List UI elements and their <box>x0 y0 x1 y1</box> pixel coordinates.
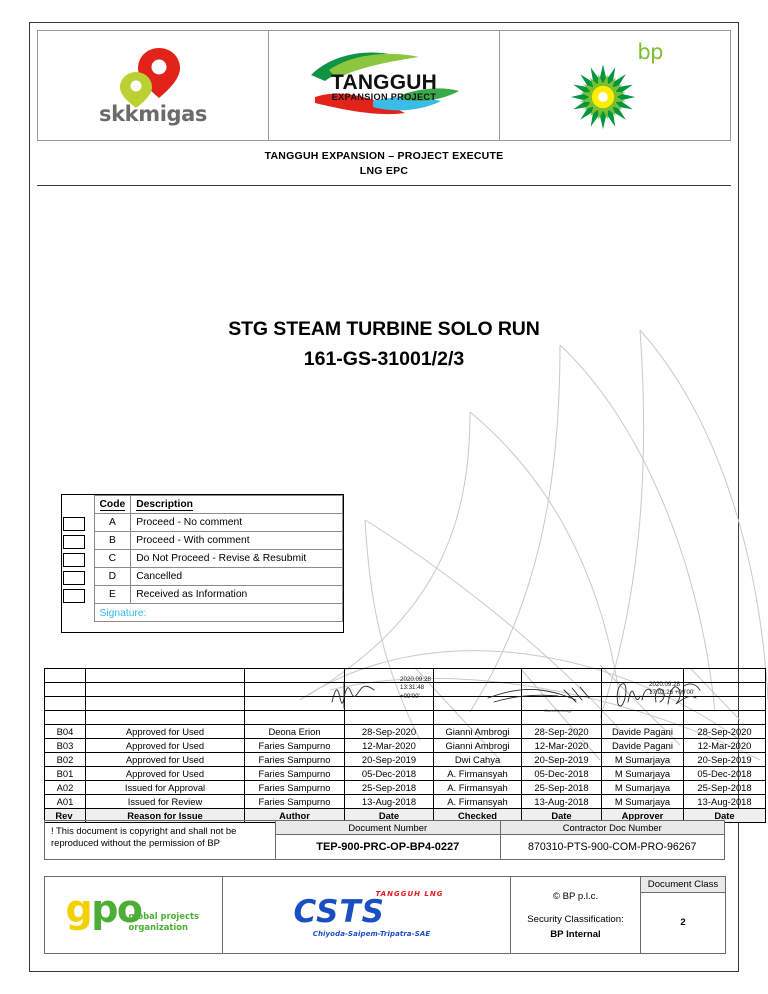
code-row-c <box>62 550 343 568</box>
tangguh-logo <box>295 43 473 129</box>
document-number-block <box>44 820 725 860</box>
header-reason: Reason for Issue <box>86 809 245 823</box>
copyright-notice: ! This document is copyright and shall not be reproduced without the permission of BP <box>45 821 276 860</box>
author-cell: Faries Sampurno <box>245 795 345 809</box>
reason-cell: Approved for Used <box>86 725 245 739</box>
signature-left-spacer <box>62 604 94 622</box>
review-code-table <box>62 495 343 622</box>
checkbox-cell-d[interactable] <box>62 568 94 586</box>
code-row-a <box>62 514 343 532</box>
table-row <box>45 753 766 767</box>
author-cell: Faries Sampurno <box>245 753 345 767</box>
header-approver: Approver <box>602 809 684 823</box>
reason-cell: Approved for Used <box>86 753 245 767</box>
gpo-logo <box>65 887 202 938</box>
checked-date-cell: 25-Sep-2018 <box>522 781 602 795</box>
code-row-d <box>62 568 343 586</box>
code-letter-e: E <box>94 586 131 604</box>
document-number-value: TEP-900-PRC-OP-BP4-0227 <box>276 835 501 860</box>
approver-signature-datestamp: 2020.09.28 17:02:26 +09'00' <box>649 681 695 697</box>
csts-consortium-label: Chiyoda-Saipem-Tripatra-SAE <box>312 930 431 938</box>
logo-cell-tangguh <box>269 31 500 140</box>
checked-date-cell: 12-Mar-2020 <box>522 739 602 753</box>
author-date-cell: 20-Sep-2019 <box>345 753 434 767</box>
checkbox-cell-a[interactable] <box>62 514 94 532</box>
gpo-letters-po: po <box>91 887 142 931</box>
document-title <box>0 318 768 371</box>
security-classification-label: Security Classification: <box>527 913 624 925</box>
checkbox-b-icon[interactable] <box>63 535 85 549</box>
rev-cell: B03 <box>45 739 86 753</box>
author-cell: Faries Sampurno <box>245 781 345 795</box>
checked-cell: A. Firmansyah <box>434 781 522 795</box>
author-cell: Faries Sampurno <box>245 739 345 753</box>
code-letter-d: D <box>94 568 131 586</box>
rev-cell: B04 <box>45 725 86 739</box>
bp-logo <box>555 40 675 132</box>
rev-cell: A01 <box>45 795 86 809</box>
reason-cell: Issued for Review <box>86 795 245 809</box>
csts-wordmark: CSTS <box>293 894 385 930</box>
rev-cell: B01 <box>45 767 86 781</box>
bp-wordmark: bp <box>637 39 663 64</box>
project-line-1: TANGGUH EXPANSION – PROJECT EXECUTE <box>264 150 504 162</box>
title-line-1: STG STEAM TURBINE SOLO RUN <box>228 318 540 340</box>
revision-history-table <box>44 668 752 823</box>
author-cell: Deona Erion <box>245 725 345 739</box>
header-date-author: Date <box>345 809 434 823</box>
title-line-2: 161-GS-31001/2/3 <box>303 348 465 370</box>
header-author: Author <box>245 809 345 823</box>
csts-logo <box>272 890 462 940</box>
logo-cell-bp <box>500 31 730 140</box>
code-description-e: Received as Information <box>131 586 343 604</box>
checked-cell: Gianni Ambrogi <box>434 725 522 739</box>
reason-cell: Issued for Approval <box>86 781 245 795</box>
checked-date-cell: 20-Sep-2019 <box>522 753 602 767</box>
author-cell: Faries Sampurno <box>245 767 345 781</box>
code-description-c: Do Not Proceed - Revise & Resubmit <box>131 550 343 568</box>
approver-date-cell: 13-Aug-2018 <box>684 795 766 809</box>
project-line-2: LNG EPC <box>359 165 409 177</box>
code-description-d: Cancelled <box>131 568 343 586</box>
project-banner <box>37 142 731 186</box>
bp-helios-icon <box>563 62 643 132</box>
tangguh-subtitle: EXPANSION PROJECT <box>331 91 437 102</box>
checked-date-cell: 28-Sep-2020 <box>522 725 602 739</box>
checkbox-cell-c[interactable] <box>62 550 94 568</box>
author-date-cell: 25-Sep-2018 <box>345 781 434 795</box>
code-letter-b: B <box>94 532 131 550</box>
table-row <box>45 781 766 795</box>
approver-date-cell: 25-Sep-2018 <box>684 781 766 795</box>
approver-cell: M Sumarjaya <box>602 781 684 795</box>
csts-tangguh-lng-label: TANGGUH LNG <box>375 890 444 898</box>
revision-empty-row <box>45 683 766 697</box>
footer-block <box>44 876 725 954</box>
gpo-subtitle <box>129 911 199 932</box>
checkbox-cell-header <box>62 496 94 514</box>
checkbox-d-icon[interactable] <box>63 571 85 585</box>
code-description-b: Proceed - With comment <box>131 532 343 550</box>
logo-cell-skkmigas <box>38 31 269 140</box>
footer-cell-gpo <box>45 877 223 954</box>
approver-date-cell: 28-Sep-2020 <box>684 725 766 739</box>
approver-cell: M Sumarjaya <box>602 753 684 767</box>
code-row-e <box>62 586 343 604</box>
approver-date-cell: 20-Sep-2019 <box>684 753 766 767</box>
gpo-letter-g: g <box>65 887 92 931</box>
rev-cell: B02 <box>45 753 86 767</box>
approver-date-cell: 12-Mar-2020 <box>684 739 766 753</box>
author-date-cell: 28-Sep-2020 <box>345 725 434 739</box>
checked-date-cell: 13-Aug-2018 <box>522 795 602 809</box>
gpo-subtitle-line2: organization <box>128 921 188 932</box>
table-row <box>45 795 766 809</box>
header-rev: Rev <box>45 809 86 823</box>
code-column-header: Code <box>94 496 131 514</box>
approver-cell: M Sumarjaya <box>602 795 684 809</box>
description-column-header: Description <box>131 496 343 514</box>
checkbox-a-icon[interactable] <box>63 517 85 531</box>
code-row-b <box>62 532 343 550</box>
checked-cell: Dwi Cahya <box>434 753 522 767</box>
approver-cell: M Sumarjaya <box>602 767 684 781</box>
document-number-label: Document Number <box>276 821 501 835</box>
svg-text:Gianni Ambrogi: Gianni Ambrogi <box>544 708 572 713</box>
bp-copyright-line: © BP p.l.c. <box>552 890 599 902</box>
signature-row[interactable] <box>62 604 343 622</box>
rev-cell: A02 <box>45 781 86 795</box>
skkmigas-logo <box>86 42 221 130</box>
checkbox-cell-e[interactable] <box>62 586 94 604</box>
approver-cell: Davide Pagani <box>602 725 684 739</box>
contractor-doc-label: Contractor Doc Number <box>500 821 725 835</box>
checkbox-cell-b[interactable] <box>62 532 94 550</box>
author-signature-datestamp: 2020.09.28 13:31:48 +09'00' <box>400 676 431 700</box>
contractor-doc-value: 870310-PTS-900-COM-PRO-96267 <box>500 835 725 860</box>
skkmigas-wordmark: skkmigas <box>98 101 207 126</box>
signature-label: Signature: <box>94 604 343 622</box>
checked-date-cell: 05-Dec-2018 <box>522 767 602 781</box>
table-row <box>45 739 766 753</box>
header-logo-strip <box>37 30 731 141</box>
code-description-a: Proceed - No comment <box>131 514 343 532</box>
header-date-approver: Date <box>684 809 766 823</box>
author-date-cell: 12-Mar-2020 <box>345 739 434 753</box>
table-row <box>45 767 766 781</box>
footer-cell-security <box>511 877 641 954</box>
approver-date-cell: 05-Dec-2018 <box>684 767 766 781</box>
tangguh-wordmark: TANGGUH <box>330 70 437 94</box>
checkbox-e-icon[interactable] <box>63 589 85 603</box>
document-class-value: 2 <box>641 893 726 954</box>
checked-cell: Gianni Ambrogi <box>434 739 522 753</box>
checkbox-c-icon[interactable] <box>63 553 85 567</box>
revision-empty-row <box>45 697 766 711</box>
reason-cell: Approved for Used <box>86 767 245 781</box>
table-row <box>45 725 766 739</box>
footer-cell-csts <box>223 877 511 954</box>
header-checked: Checked <box>434 809 522 823</box>
revision-empty-row <box>45 711 766 725</box>
gpo-subtitle-line1: global projects <box>128 911 199 921</box>
code-header-row <box>62 496 343 514</box>
author-date-cell: 13-Aug-2018 <box>345 795 434 809</box>
header-date-checked: Date <box>522 809 602 823</box>
code-letter-c: C <box>94 550 131 568</box>
code-letter-a: A <box>94 514 131 532</box>
security-classification-value: BP Internal <box>550 928 601 940</box>
reason-cell: Approved for Used <box>86 739 245 753</box>
checked-cell: A. Firmansyah <box>434 767 522 781</box>
document-class-label: Document Class <box>641 877 726 893</box>
checked-cell: A. Firmansyah <box>434 795 522 809</box>
author-date-cell: 05-Dec-2018 <box>345 767 434 781</box>
revision-empty-row <box>45 669 766 683</box>
approver-cell: Davide Pagani <box>602 739 684 753</box>
